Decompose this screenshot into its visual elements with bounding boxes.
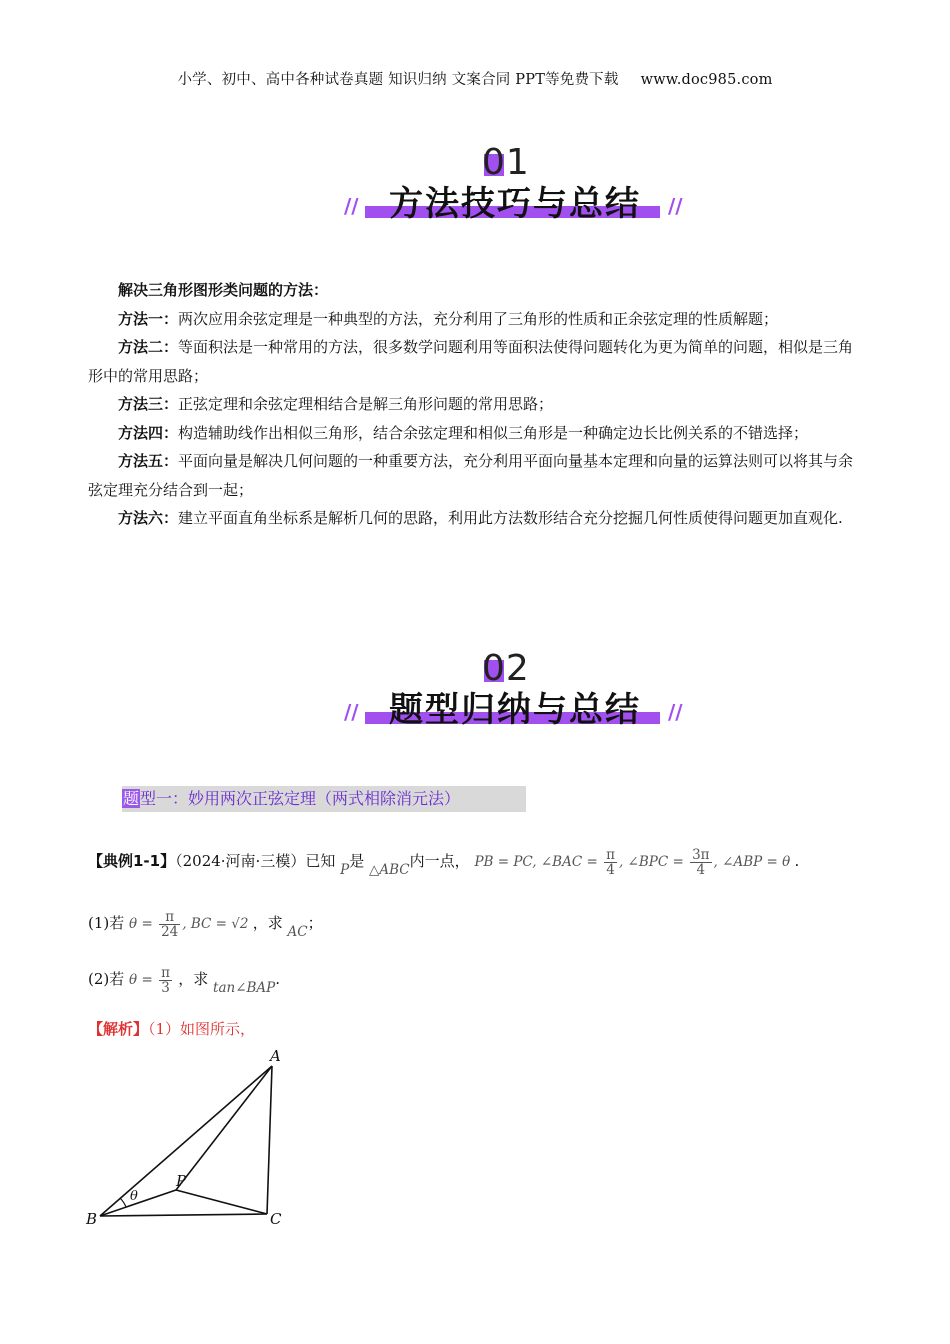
math-bc: , BC = √2 xyxy=(182,916,249,932)
question-1 xyxy=(88,910,323,939)
method-text: 建立平面直角坐标系是解析几何的思路，利用此方法数形结合充分挖掘几何性质使得问题更加直观化. xyxy=(178,509,843,527)
math-fraction xyxy=(604,848,617,877)
example-source: （2024·河南·三模）已知 xyxy=(175,852,336,870)
label-theta: θ xyxy=(130,1189,138,1204)
example-is: 是 xyxy=(349,852,365,870)
math-theta: θ = xyxy=(129,972,153,988)
slash-right: // xyxy=(668,700,683,724)
example-tag: 【典例1-1】 xyxy=(88,852,176,870)
math-p: P xyxy=(340,862,350,878)
math-cond xyxy=(474,847,794,878)
math-triangle: △ABC xyxy=(369,862,410,878)
method-text: 等面积法是一种常用的方法，很多数学问题利用等面积法使得问题转化为更为简单的问题，相似是三角形中的常用思路； xyxy=(88,338,854,385)
q2-ask: ，求 xyxy=(178,970,209,988)
segment-pc xyxy=(176,1190,267,1214)
method-label: 方法三： xyxy=(118,395,179,413)
q1-math xyxy=(129,909,253,940)
label-b: B xyxy=(86,1210,98,1228)
section-banner-2 xyxy=(0,648,950,746)
math-num: π xyxy=(161,965,170,981)
slash-left: // xyxy=(344,194,359,218)
label-p: P xyxy=(176,1172,187,1190)
triangle-figure xyxy=(80,1044,300,1234)
math-tan: tan∠BAP xyxy=(213,980,276,996)
label-c: C xyxy=(270,1210,282,1228)
type-heading-text: 型一：妙用两次正弦定理（两式相除消元法） xyxy=(140,789,461,808)
math-cond1: PB = PC, ∠BAC = xyxy=(474,854,598,870)
method-label: 方法六： xyxy=(118,509,179,527)
page-header xyxy=(0,68,950,89)
math-num: π xyxy=(606,847,615,863)
math-cond3: , ∠ABP = θ xyxy=(713,854,791,870)
method-text: 构造辅助线作出相似三角形，结合余弦定理和相似三角形是一种确定边长比例关系的不错选择； xyxy=(178,423,809,442)
math-fraction xyxy=(159,966,172,995)
math-den: 4 xyxy=(696,862,706,878)
method-item xyxy=(88,305,864,334)
math-cond2: , ∠BPC = xyxy=(618,854,684,870)
side-bc xyxy=(100,1214,267,1216)
method-label: 方法五： xyxy=(118,452,179,470)
slash-right: // xyxy=(668,194,683,218)
solution-text: （1）如图所示， xyxy=(148,1020,256,1038)
solution-line xyxy=(88,1018,255,1039)
method-item xyxy=(88,447,864,504)
type-heading xyxy=(122,786,526,812)
example-dot: . xyxy=(794,852,800,870)
math-num: 3π xyxy=(692,847,710,863)
type-heading-mark: 题 xyxy=(123,789,140,808)
example-inner: 内一点， xyxy=(409,852,470,870)
method-label: 方法二： xyxy=(118,338,179,356)
method-text: 平面向量是解决几何问题的一种重要方法，充分利用平面向量基本定理和向量的运算法则可以将其与余弦定理充分结合到一起； xyxy=(88,452,854,499)
method-text: 正弦定理和余弦定理相结合是解三角形问题的常用思路； xyxy=(178,395,554,413)
section-number: 02 xyxy=(482,648,530,689)
q2-math xyxy=(129,965,178,996)
label-a: A xyxy=(270,1047,281,1065)
method-item xyxy=(88,333,864,390)
header-site-link[interactable]: www.doc985.com xyxy=(640,72,773,88)
segment-ap xyxy=(176,1066,272,1190)
q1-prefix: (1)若 xyxy=(88,914,125,932)
math-ac: AC xyxy=(287,924,308,940)
section-number: 01 xyxy=(482,142,530,183)
question-2 xyxy=(88,966,280,995)
q2-end: . xyxy=(275,970,281,988)
methods-intro: 解决三角形图形类问题的方法： xyxy=(118,281,329,299)
math-num: π xyxy=(159,910,180,925)
math-den: 4 xyxy=(606,862,615,878)
side-ac xyxy=(267,1066,272,1214)
section-banner-1 xyxy=(0,142,950,240)
method-label: 方法四： xyxy=(118,423,179,442)
angle-theta-arc xyxy=(120,1198,126,1207)
q1-ask: ，求 xyxy=(252,914,283,932)
side-ab xyxy=(100,1066,272,1216)
solution-tag: 【解析】 xyxy=(88,1020,149,1038)
math-den: 3 xyxy=(161,980,170,996)
math-den: 24 xyxy=(161,924,179,940)
section-title: 方法技巧与总结 xyxy=(389,184,641,224)
section-title: 题型归纳与总结 xyxy=(389,690,641,730)
math-theta: θ = xyxy=(129,916,153,932)
method-label: 方法一： xyxy=(118,309,179,328)
math-fraction xyxy=(159,910,180,939)
example-statement xyxy=(88,848,868,877)
header-text: 小学、初中、高中各种试卷真题 知识归纳 文案合同 PPT等免费下载 xyxy=(177,72,619,88)
q2-prefix: (2)若 xyxy=(88,970,125,988)
slash-left: // xyxy=(344,700,359,724)
method-text: 两次应用余弦定理是一种典型的方法，充分利用了三角形的性质和正余弦定理的性质解题； xyxy=(178,309,779,328)
method-item xyxy=(88,504,864,533)
q1-end: ； xyxy=(307,914,323,932)
segment-bp xyxy=(100,1190,176,1216)
method-item xyxy=(88,419,864,448)
methods-block xyxy=(88,276,864,533)
method-item xyxy=(88,390,864,419)
math-fraction xyxy=(690,848,711,877)
